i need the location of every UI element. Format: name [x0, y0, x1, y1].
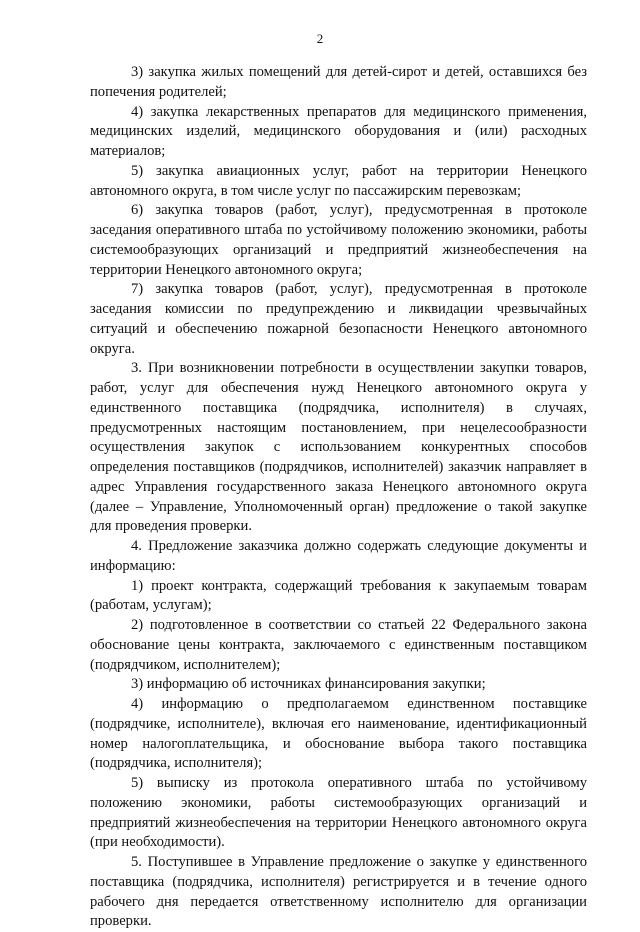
- paragraph-section-5: 5. Поступившее в Управление предложение о закупке у единственного поставщика (подрядчика, исполнителя) регистрируется и в течение одного рабочего дня передается ответственному исполнителю для организации проверки.: [90, 854, 587, 930]
- paragraph-section-4: 4. Предложение заказчика должно содержать следующие документы и информацию:: [90, 538, 587, 574]
- paragraph-item-3-orphans-housing: 3) закупка жилых помещений для детей-сирот и детей, оставшихся без попечения родителей;: [90, 64, 587, 100]
- page-number: 2: [316, 31, 324, 46]
- paragraph-item-7-emergency-commission: 7) закупка товаров (работ, услуг), предусмотренная в протоколе заседания комиссии по предупреждению и ликвидации чрезвычайных ситуаций и обеспечению пожарной безопасности Ненецкого автономного округа.: [90, 281, 587, 357]
- paragraph-doc-4-supplier-info: 4) информацию о предполагаемом единственном поставщике (подрядчике, исполнителе), включая его наименование, идентификационный номер налогоплательщика, и обоснование выбора такого поставщика (подрядчика, исполнителя);: [90, 696, 587, 772]
- paragraph-item-5-aviation-services: 5) закупка авиационных услуг, работ на территории Ненецкого автономного округа, в том числе услуг по пассажирским перевозкам;: [90, 162, 587, 199]
- paragraph-item-6-operational-headquarters: 6) закупка товаров (работ, услуг), предусмотренная в протоколе заседания оперативного штаба по устойчивому положению экономики, работы системообразующих организаций и предприятий жизнеобеспечения на территории Ненецкого автономного округа;: [90, 202, 587, 278]
- paragraph-doc-2-price-justification: 2) подготовленное в соответствии со статьей 22 Федерального закона обоснование цены контракта, заключаемого с единственным поставщиком (подрядчиком, исполнителем);: [90, 617, 587, 673]
- paragraph-doc-3-funding-sources: 3) информацию об источниках финансирования закупки;: [131, 676, 486, 693]
- paragraph-section-3: 3. При возникновении потребности в осуществлении закупки товаров, работ, услуг для обеспечения нужд Ненецкого автономного округа у единственного поставщика (подрядчика, исполнителя) в случаях, предусмотренных настоящим постановлением, при нецелесообразности осуществления закупок с использованием конкурентных способов определения поставщиков (подрядчиков, исполнителей) заказчик направляет в адрес Управления государственного заказа Ненецкого автономного округа (далее – Управление, Уполномоченный орган) предложение о такой закупке для проведения проверки.: [90, 360, 587, 535]
- paragraph-item-4-medical-supplies: 4) закупка лекарственных препаратов для медицинского применения, медицинских изделий, медицинского оборудования и (или) расходных материалов;: [90, 103, 587, 159]
- document-body: [90, 63, 587, 932]
- paragraph-doc-5-protocol-extract: 5) выписку из протокола оперативного штаба по устойчивому положению экономики, работы системообразующих организаций и предприятий жизнеобеспечения на территории Ненецкого автономного округа (при необходимости).: [90, 775, 587, 851]
- paragraph-doc-1-contract-draft: 1) проект контракта, содержащий требования к закупаемым товарам (работам, услугам);: [90, 577, 587, 614]
